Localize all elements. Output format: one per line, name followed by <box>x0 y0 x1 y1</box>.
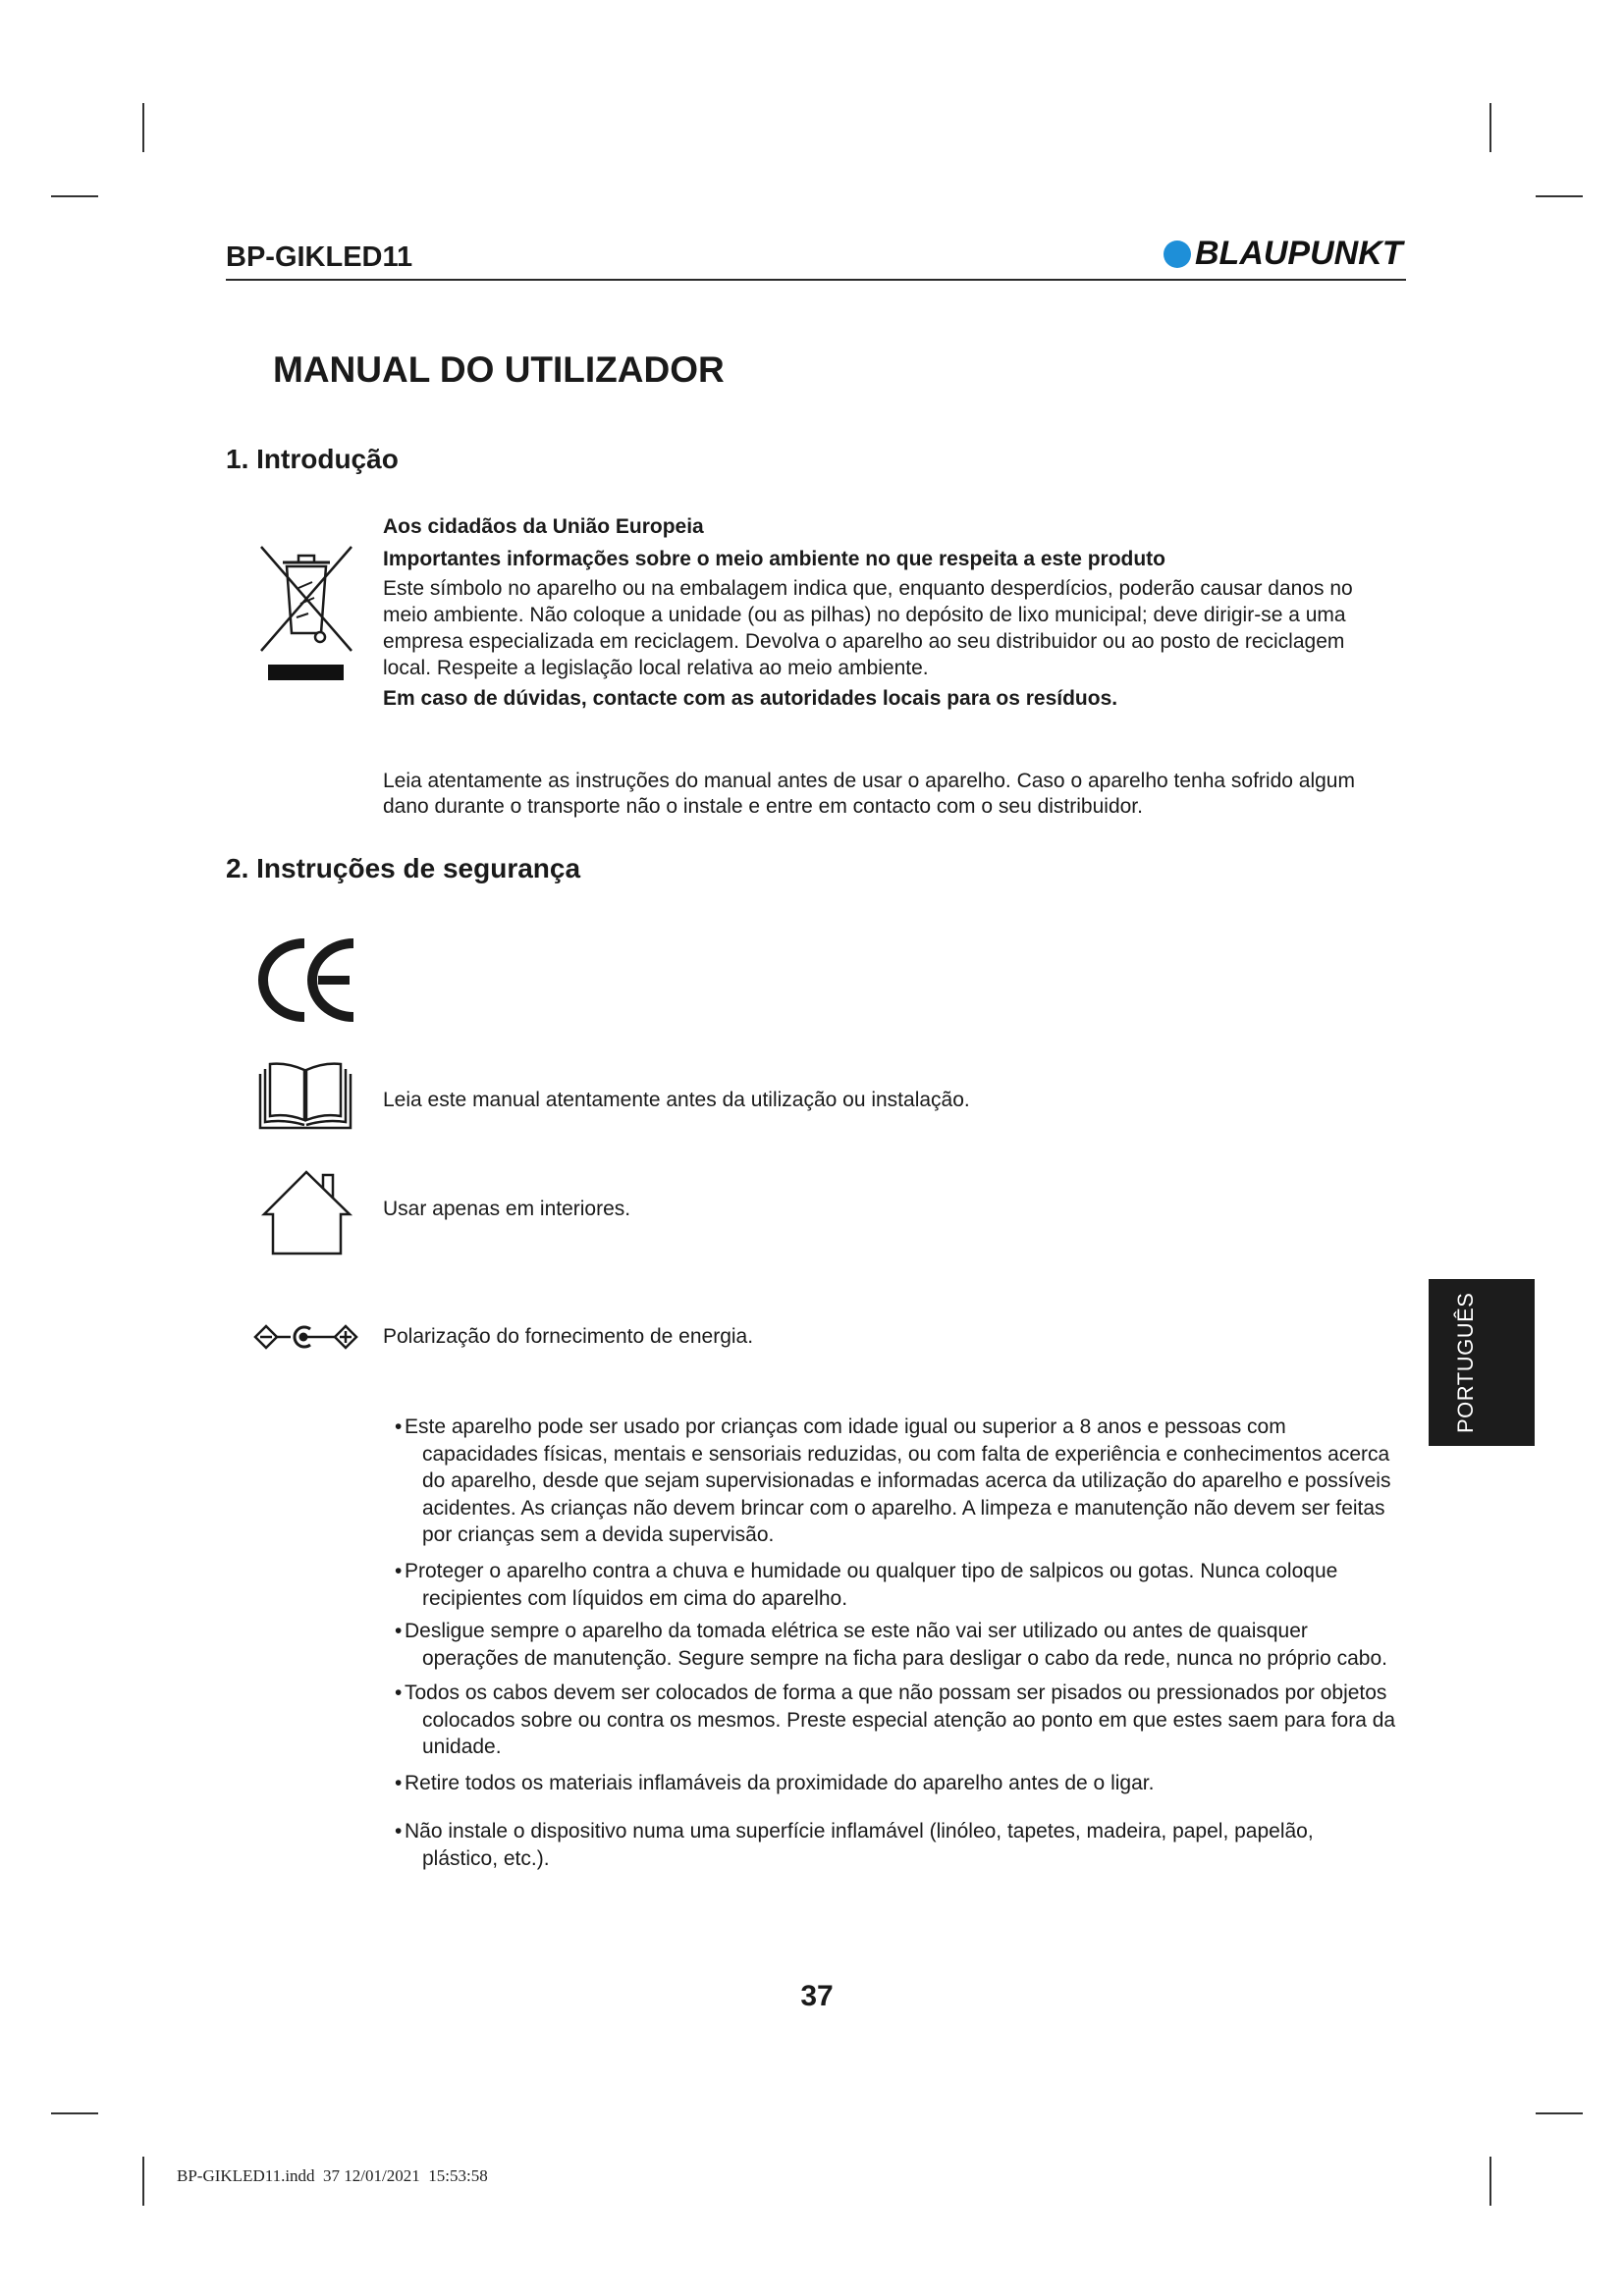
print-slug: BP-GIKLED11.indd 37 12/01/2021 15:53:58 <box>177 2166 488 2185</box>
section-heading-safety: 2. Instruções de segurança <box>226 853 581 883</box>
crop-mark-top-left-horizontal <box>51 195 98 197</box>
language-tab <box>1429 1279 1535 1446</box>
indoor-use-text: Usar apenas em interiores. <box>383 1198 631 1220</box>
model-number: BP-GIKLED11 <box>226 241 413 273</box>
ce-mark-icon <box>257 937 357 1023</box>
crop-mark-bottom-right-vertical <box>1489 2157 1491 2206</box>
safety-bullet-item <box>395 1618 1387 1672</box>
weee-body-line: Este símbolo no aparelho ou na embalagem indica que, enquanto desperdícios, poderão causar danos no <box>383 577 1353 600</box>
bullet-line: acidentes. As crianças não devem brincar com o aparelho. A limpeza e manutenção não devem ser feitas <box>422 1496 1385 1520</box>
crop-mark-bottom-left-vertical <box>142 2157 144 2206</box>
header-divider <box>226 279 1406 281</box>
safety-bullet-item <box>395 1414 1390 1549</box>
bullet-marker: • <box>395 1560 403 1582</box>
book-icon <box>257 1060 353 1131</box>
bullet-line: operações de manutenção. Segure sempre na ficha para desligar o cabo da rede, nunca no próprio cabo. <box>422 1646 1387 1670</box>
transport-notice-line: dano durante o transporte não o instale e entre em contacto com o seu distribuidor. <box>383 795 1143 818</box>
transport-notice <box>383 769 1355 820</box>
crop-mark-top-right-vertical <box>1489 103 1491 152</box>
transport-notice-line: Leia atentamente as instruções do manual antes de usar o aparelho. Caso o aparelho tenha sofrido algum <box>383 770 1355 792</box>
polarity-icon <box>253 1322 358 1352</box>
safety-bullet-item <box>395 1818 1314 1872</box>
page-title: MANUAL DO UTILIZADOR <box>273 349 725 390</box>
weee-audience: Aos cidadãos da União Europeia <box>383 515 704 538</box>
bullet-marker: • <box>395 1682 403 1704</box>
bullet-marker: • <box>395 1620 403 1642</box>
bullet-marker: • <box>395 1772 403 1794</box>
brand-logo: BLAUPUNKT <box>1195 235 1403 272</box>
bullet-line: unidade. <box>422 1735 502 1758</box>
bullet-line: Não instale o dispositivo numa uma superfície inflamável (linóleo, tapetes, madeira, papel, papelão, <box>405 1820 1314 1842</box>
crop-mark-top-right-horizontal <box>1536 195 1583 197</box>
bullet-line: Este aparelho pode ser usado por crianças com idade igual ou superior a 8 anos e pessoas com <box>405 1415 1286 1438</box>
bullet-marker: • <box>395 1820 403 1842</box>
bullet-line: Desligue sempre o aparelho da tomada elétrica se este não vai ser utilizado ou antes de quaisquer <box>405 1620 1308 1642</box>
crop-mark-bottom-right-horizontal <box>1536 2112 1583 2114</box>
bullet-line: colocados sobre ou contra os mesmos. Preste especial atenção ao ponto em que estes saem para fora da <box>422 1708 1396 1732</box>
bullet-line: Todos os cabos devem ser colocados de forma a que não possam ser pisados ou pressionados por objetos <box>405 1682 1387 1704</box>
bullet-line: plástico, etc.). <box>422 1846 550 1870</box>
language-tab-label: PORTUGUÊS <box>1453 1292 1478 1433</box>
read-manual-text: Leia este manual atentamente antes da utilização ou instalação. <box>383 1089 970 1111</box>
safety-bullet-item <box>395 1770 1154 1797</box>
weee-body-line: local. Respeite a legislação local relativa ao meio ambiente. <box>383 657 929 679</box>
weee-body-line: meio ambiente. Não coloque a unidade (ou as pilhas) no depósito de lixo municipal; deve dirigir-se a uma <box>383 604 1346 626</box>
weee-subtitle: Importantes informações sobre o meio ambiente no que respeita a este produto <box>383 548 1166 570</box>
bullet-marker: • <box>395 1415 403 1438</box>
bullet-line: Proteger o aparelho contra a chuva e humidade ou qualquer tipo de salpicos ou gotas. Nunca coloque <box>405 1560 1338 1582</box>
bullet-line: do aparelho, desde que sejam supervisionadas e informadas acerca da utilização do aparelho e possíveis <box>422 1469 1391 1492</box>
bullet-line: recipientes com líquidos em cima do aparelho. <box>422 1586 848 1610</box>
safety-bullet-item <box>395 1558 1337 1612</box>
page-number: 37 <box>800 1980 834 2012</box>
polarity-text: Polarização do fornecimento de energia. <box>383 1325 754 1348</box>
safety-bullet-item <box>395 1680 1395 1761</box>
bullet-line: por crianças sem a devida supervisão. <box>422 1523 775 1546</box>
bullet-line: capacidades físicas, mentais e sensoriais reduzidas, ou com falta de experiência e conhecimentos acerca <box>422 1442 1390 1466</box>
crop-mark-top-left-vertical <box>142 103 144 152</box>
bullet-line: Retire todos os materiais inflamáveis da proximidade do aparelho antes de o ligar. <box>405 1772 1155 1794</box>
brand-logo-dot-icon <box>1164 240 1191 268</box>
weee-body-line: empresa especializada em reciclagem. Devolva o aparelho ao seu distribuidor ou ao posto de reciclagem <box>383 630 1345 653</box>
weee-body <box>383 575 1353 681</box>
crossed-out-bin-icon <box>257 543 355 685</box>
crop-mark-bottom-left-horizontal <box>51 2112 98 2114</box>
section-heading-introduction: 1. Introdução <box>226 444 399 474</box>
house-icon <box>260 1168 353 1256</box>
weee-note: Em caso de dúvidas, contacte com as autoridades locais para os resíduos. <box>383 687 1118 710</box>
